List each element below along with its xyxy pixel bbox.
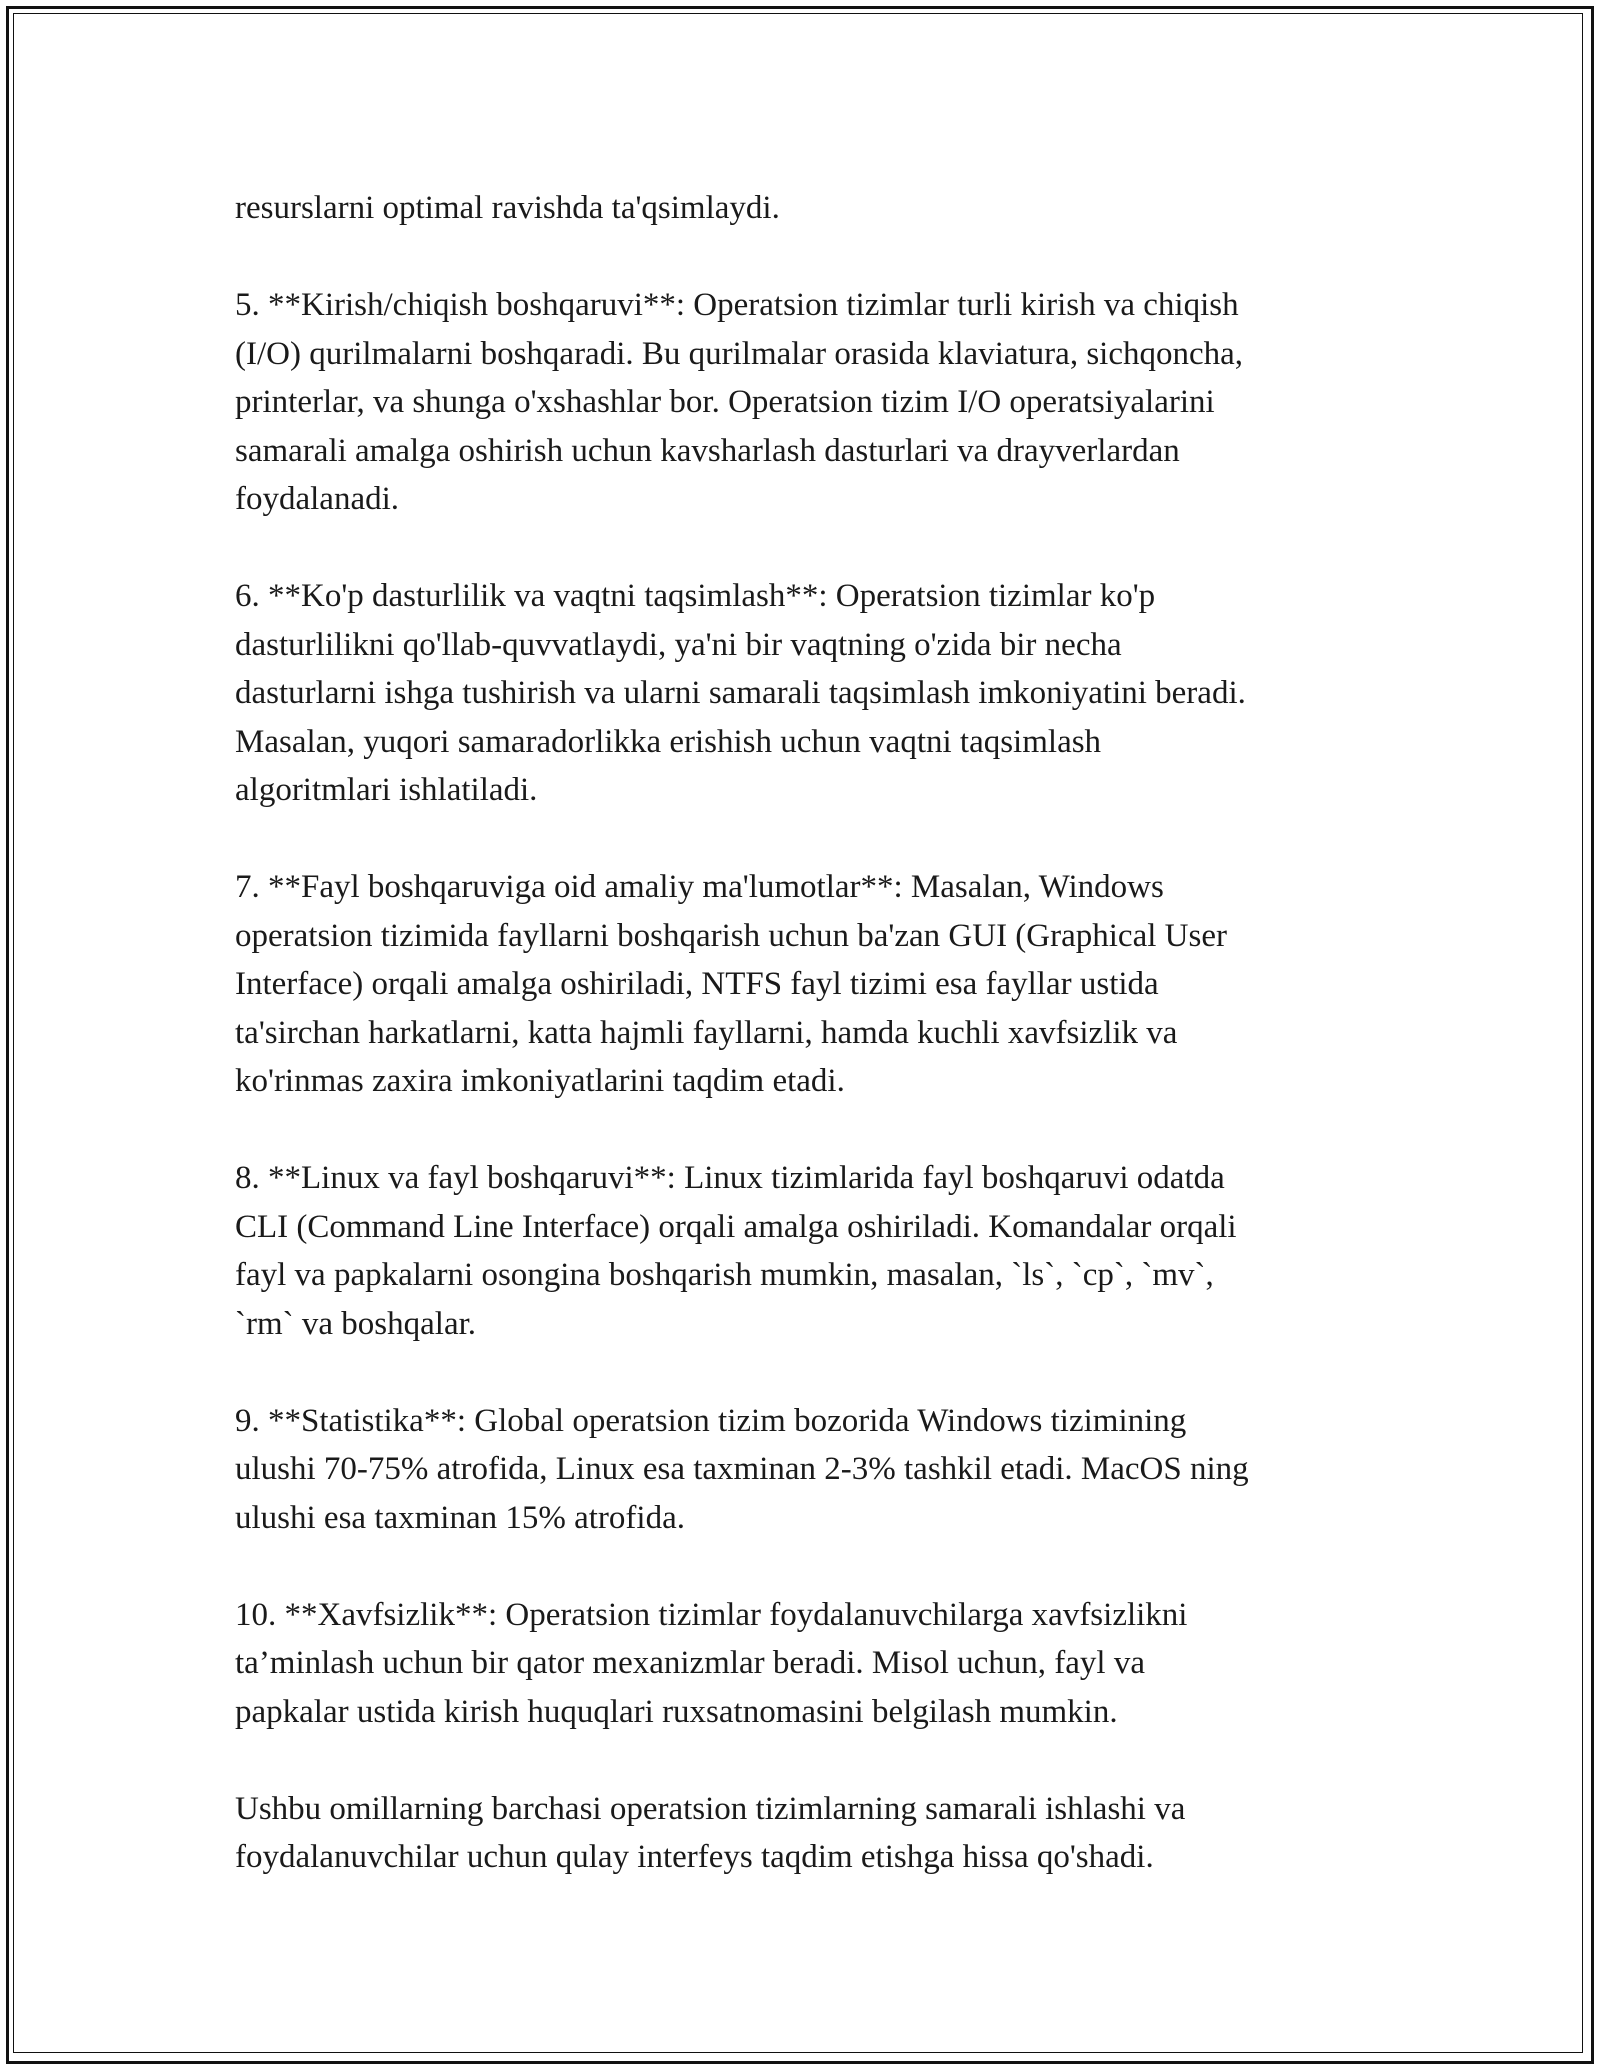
paragraph-file-management-practical: 7. **Fayl boshqaruviga oid amaliy ma'lumotlar**: Masalan, Windows operatsion tizimida fayllarni boshqarish uchun ba'zan GUI (Graphical User Interface) orqali amalga oshiriladi, NTFS fayl tizimi esa fayllar ustida ta'sirchan harkatlarni, katta hajmli fayllarni, hamda kuchli xavfsizlik va ko'rinmas zaxira imkoniyatlarini taqdim etadi. [235, 869, 1227, 1099]
paragraph-linux-file-management: 8. **Linux va fayl boshqaruvi**: Linux tizimlarida fayl boshqaruvi odatda CLI (Command Line Interface) orqali amalga oshiriladi. Komandalar orqali fayl va papkalarni osongina boshqarish mumkin, masalan, `ls`, `cp`, `mv`, `rm` va boshqalar. [235, 1160, 1237, 1342]
paragraph-multiprogramming: 6. **Ko'p dasturlilik va vaqtni taqsimlash**: Operatsion tizimlar ko'p dasturlilikni qo'llab-quvvatlaydi, ya'ni bir vaqtning o'zida bir necha dasturlarni ishga tushirish va ularni samarali taqsimlash imkoniyatini beradi. Masalan, yuqori samaradorlikka erishish uchun vaqtni taqsimlash algoritmlari ishlatiladi. [235, 578, 1246, 808]
paragraph-continuation: resurslarni optimal ravishda ta'qsimlaydi. [235, 190, 780, 226]
document-body [235, 184, 1380, 1882]
paragraph-io-management: 5. **Kirish/chiqish boshqaruvi**: Operatsion tizimlar turli kirish va chiqish (I/O) qurilmalarni boshqaradi. Bu qurilmalar orasida klaviatura, sichqoncha, printerlar, va shunga o'xshashlar bor. Operatsion tizim I/O operatsiyalarini samarali amalga oshirish uchun kavsharlash dasturlari va drayverlardan foydalanadi. [235, 287, 1244, 517]
paragraph-security: 10. **Xavfsizlik**: Operatsion tizimlar foydalanuvchilarga xavfsizlikni ta’minlash uchun bir qator mexanizmlar beradi. Misol uchun, fayl va papkalar ustida kirish huquqlari ruxsatnomasini belgilash mumkin. [235, 1596, 1188, 1730]
paragraph-statistics: 9. **Statistika**: Global operatsion tizim bozorida Windows tizimining ulushi 70-75% atrofida, Linux esa taxminan 2-3% tashkil etadi. MacOS ning ulushi esa taxminan 15% atrofida. [235, 1402, 1249, 1536]
paragraph-conclusion: Ushbu omillarning barchasi operatsion tizimlarning samarali ishlashi va foydalanuvchilar uchun qulay interfeys taqdim etishga hissa qo'shadi. [235, 1790, 1186, 1875]
